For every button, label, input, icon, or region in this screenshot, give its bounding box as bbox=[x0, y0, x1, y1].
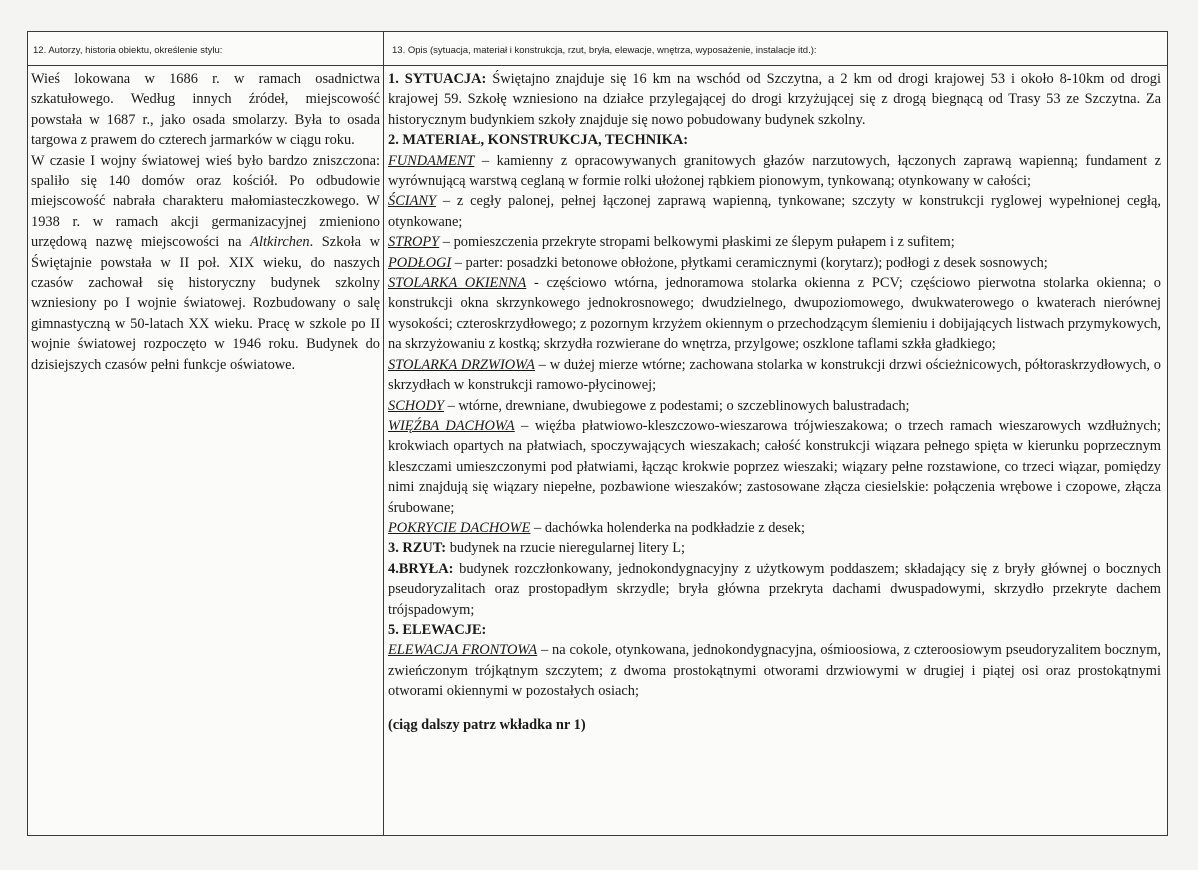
drzwiowa-label: STOLARKA DRZWIOWA bbox=[388, 356, 535, 373]
history-header: 12. Autorzy, historia obiektu, określenie stylu: bbox=[33, 45, 223, 56]
item-fundament bbox=[388, 151, 1161, 192]
description-column bbox=[388, 69, 1161, 735]
frontowa-text: – na cokole, otynkowana, jednokondygnacyjna, ośmioosiowa, z czteroosiowym pseudoryzalitem bocznym, zwieńczonym trójkątnym szczytem; z dwoma prostokątnymi otworami drzwiowymi w drugiej i piątej osi oraz prostokątnymi otworami okiennymi w pozostałych osiach; bbox=[388, 642, 1161, 700]
fundament-label: FUNDAMENT bbox=[388, 152, 475, 169]
rzut-text: budynek na rzucie nieregularnej litery L; bbox=[446, 540, 686, 557]
podlogi-text: – parter: posadzki betonowe obłożone, płytkami ceramicznymi (korytarz); podłogi z desek sosnowych; bbox=[451, 254, 1048, 271]
materials-heading: 2. MATERIAŁ, KONSTRUKCJA, TECHNIKA: bbox=[388, 132, 689, 149]
bryla-text: budynek rozczłonkowany, jednokondygnacyjny z użytkowym poddaszem; składający się z bryły głównej o bocznych pseudoryzalitach oraz prostopadłym skrzydle; bryła główna przekryta dachami dwuspadowymi, skrzydło przekryte dachem trójspadowym; bbox=[388, 560, 1161, 618]
bryla-heading: 4.BRYŁA: bbox=[388, 560, 454, 577]
schody-label: SCHODY bbox=[388, 397, 444, 414]
item-elewacja-frontowa bbox=[388, 640, 1161, 701]
okienna-text: - częściowo wtórna, jednoramowa stolarka okienna z PCV; częściowo pierwotna stolarka okienna; o konstrukcji okna skrzynkowego jednokrosnowego; dwudzielnego, dwupoziomowego, dwukwaterowego o kwaterach nierównej wysokości; czteroskrzydłowego; z pozornym krzyżem okiennym o przechodzącym ślemieniu i dobijających listwach przymykowych, na skrzyżowaniu z kostką; skrzydła rozwierane do wnętrza, przylgowe; oszklone taflami szkła gładkiego; bbox=[388, 275, 1162, 353]
item-podlogi bbox=[388, 253, 1161, 273]
item-stolarka-drzwiowa bbox=[388, 355, 1161, 396]
fundament-text: – kamienny z opracowywanych granitowych głazów narzutowych, łączonych zaprawą wapienną; fundament z wyrównującą warstwą ceglaną w formie rolki ułożonej rąbkiem pionowym, tynkowaną; otynkowany w całości; bbox=[388, 152, 1161, 190]
section-rzut bbox=[388, 538, 1161, 558]
section-situation bbox=[388, 69, 1161, 130]
schody-text: – wtórne, drewniane, dwubiegowe z podestami; o szczeblinowych balustradach; bbox=[443, 397, 910, 414]
item-wiezba bbox=[388, 416, 1161, 518]
wiezba-text: – więźba płatwiowo-kleszczowo-wieszarowa trójwieszakowa; o trzech ramach wieszarowych wzdłużnych; krokwiach opartych na płatwiach, spoczywających wieszakach; całość konstrukcji wiązara pełnego spięta w kierunku poprzecznym kleszczami umieszczonymi pod płatwiami, łącząc krokwie poprzez wieszaki; wiązary pełne rozstawione, co trzeci wiązar, pomiędzy nimi znajdują się wiązary niepełne, pozbawione wieszaków; zastosowane złącza ciesielskie: połączenia wrębowe i czopowe, złącza śrubowane; bbox=[388, 417, 1161, 516]
wiezba-label: WIĘŹBA DACHOWA bbox=[388, 417, 515, 434]
item-stropy bbox=[388, 232, 1161, 252]
item-pokrycie bbox=[388, 518, 1161, 538]
item-sciany bbox=[388, 191, 1161, 232]
frontowa-label: ELEWACJA FRONTOWA bbox=[388, 642, 538, 659]
header-divider bbox=[28, 65, 1167, 66]
podlogi-label: PODŁOGI bbox=[388, 254, 452, 271]
elewacje-heading: 5. ELEWACJE: bbox=[388, 621, 487, 638]
item-schody bbox=[388, 396, 1161, 416]
situation-text: Świętajno znajduje się 16 km na wschód od Szczytna, a 2 km od drogi krajowej 53 i około 8-10km od drogi krajowej 59. Szkołę wzniesiono na działce przylegającej do drogi krzyżującej się z drogą biegnącą od Trasy 53 ze Szczytna. Za historycznym budynkiem szkoły znajduje się nowo pobudowany budynek szkolny. bbox=[388, 71, 1161, 128]
history-paragraph-2 bbox=[31, 151, 380, 375]
sciany-text: – z cegły palonej, pełnej łączonej zaprawą wapienną, tynkowane; szczyty w konstrukcji ryglowej wypełnionej cegłą, otynkowane; bbox=[388, 193, 1161, 230]
situation-heading: 1. SYTUACJA: bbox=[388, 71, 487, 87]
section-bryla bbox=[388, 559, 1161, 620]
item-stolarka-okienna bbox=[388, 273, 1161, 355]
german-name: Altkirchen bbox=[250, 234, 310, 251]
column-divider bbox=[383, 32, 384, 835]
drzwiowa-text: – w dużej mierze wtórne; zachowana stolarka w konstrukcji drzwi ościeżnicowych, półtoraskrzydłowych, o skrzydłach w konstrukcji ramowo-płycinowej; bbox=[388, 356, 1161, 394]
stropy-text: – pomieszczenia przekryte stropami belkowymi płaskimi ze ślepym pułapem i z sufitem; bbox=[439, 234, 955, 251]
history-column bbox=[31, 69, 380, 375]
description-header: 13. Opis (sytuacja, materiał i konstrukcja, rzut, bryła, elewacje, wnętrza, wyposażenie, instalacje itd.): bbox=[392, 45, 817, 56]
pokrycie-text: – dachówka holenderka na podkładzie z desek; bbox=[530, 519, 805, 536]
form-sheet bbox=[27, 31, 1168, 836]
continued-note: (ciąg dalszy patrz wkładka nr 1) bbox=[388, 716, 586, 733]
pokrycie-label: POKRYCIE DACHOWE bbox=[388, 519, 531, 536]
stropy-label: STROPY bbox=[388, 234, 440, 251]
history-text-2b: . Szkoła w Świętajnie powstała w II poł. XIX wieku, do naszych czasów zachował się historyczny budynek szkolny wzniesiony po I wojnie światowej. Rozbudowany o salę gimnastyczną w 50-latach XX wieku. Pracę w szkole po II wojnie światowej rozpoczęto w 1946 roku. Budynek do dzisiejszych czasów pełni funkcje oświatowe. bbox=[31, 234, 380, 373]
history-text-2a: W czasie I wojny światowej wieś było bardzo zniszczona: spaliło się 140 domów oraz kościół. Po odbudowie miejscowość nabrała charakteru małomiasteczkowego. W 1938 r. w ramach akcji germanizacyjnej zmieniono urzędową nazwę miejscowości na bbox=[31, 152, 380, 251]
history-paragraph-1: Wieś lokowana w 1686 r. w ramach osadnictwa szkatułowego. Według innych źródeł, miejscowość powstała w 1687 r., jako osada smolarzy. Była to osada targowa z prawem do czterech jarmarków w ciągu roku. bbox=[31, 71, 380, 149]
okienna-label: STOLARKA OKIENNA bbox=[388, 275, 527, 292]
rzut-heading: 3. RZUT: bbox=[388, 540, 447, 557]
sciany-label: ŚCIANY bbox=[388, 193, 436, 210]
